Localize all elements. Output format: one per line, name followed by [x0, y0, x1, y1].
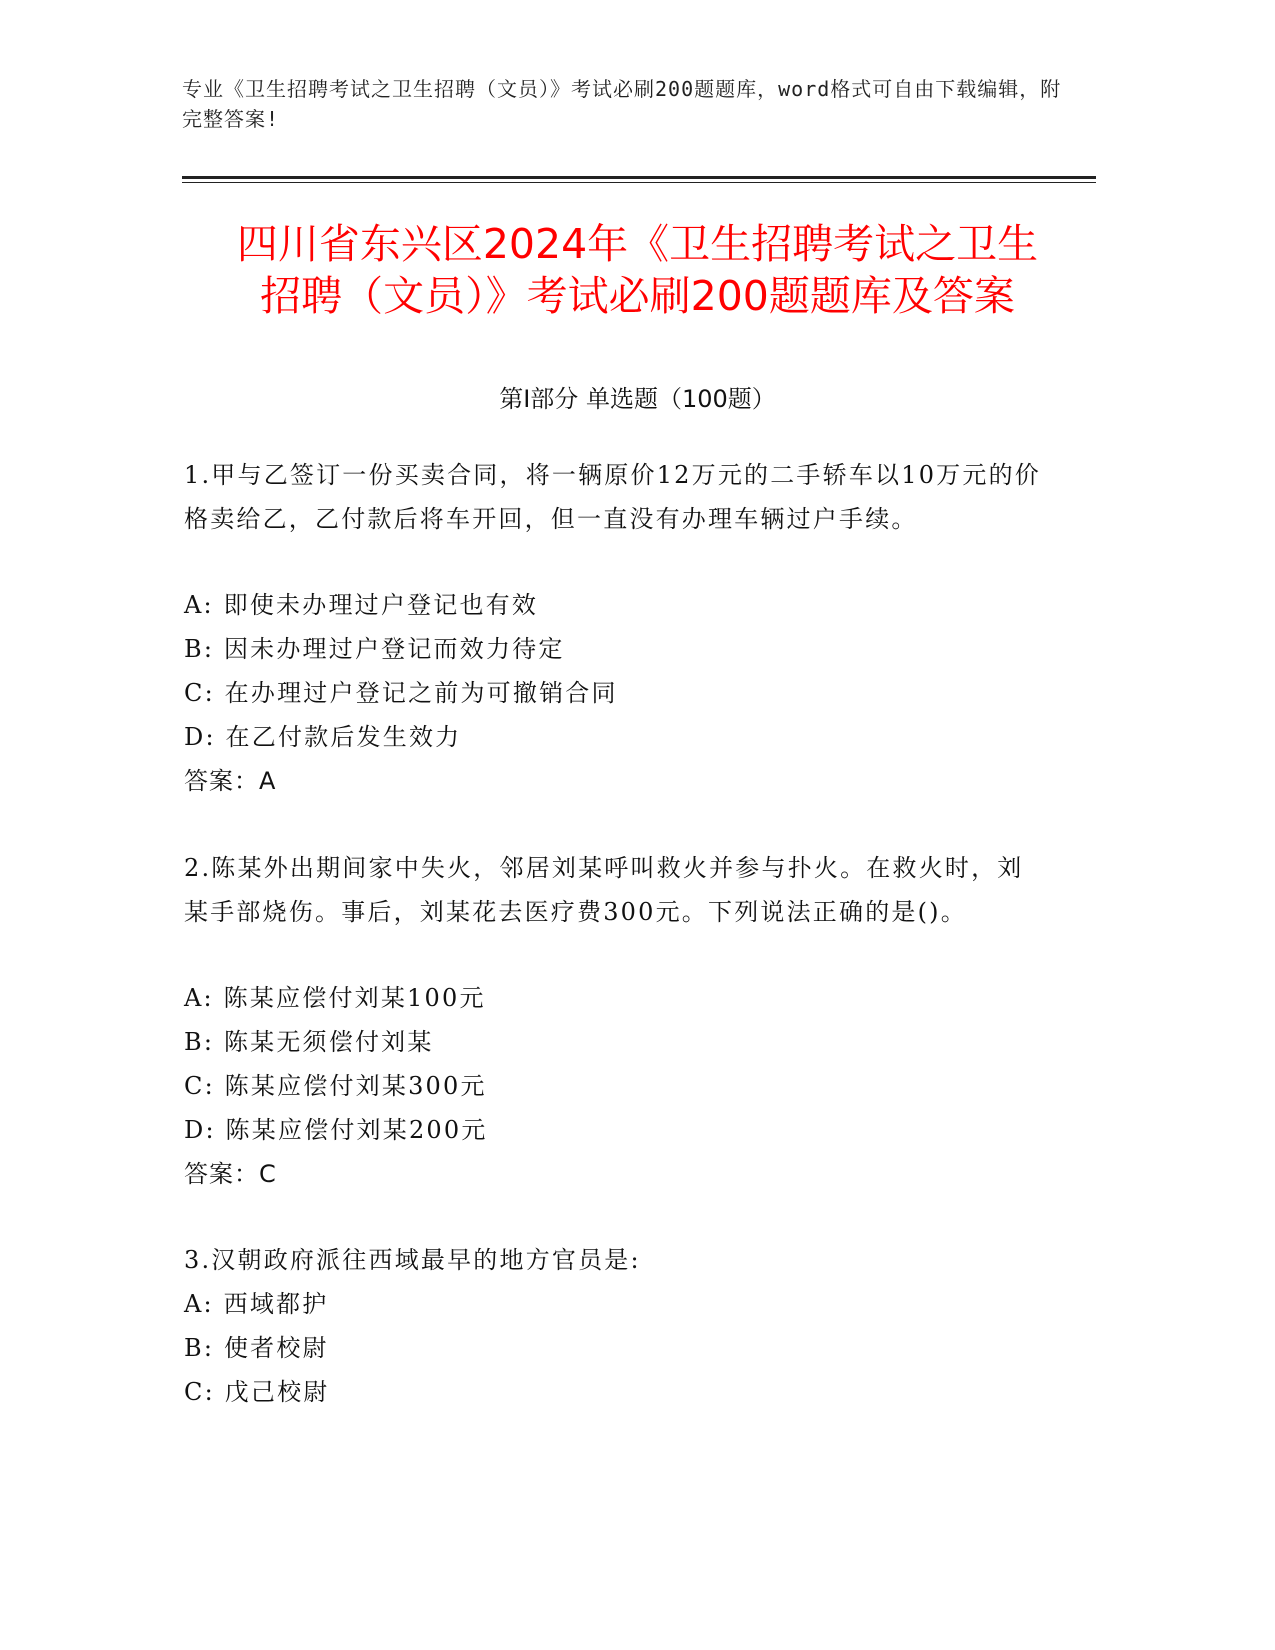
question-1-option-b: B: 因未办理过户登记而效力待定 [184, 635, 565, 663]
question-1-answer: 答案：A [184, 767, 277, 795]
document-title [150, 218, 1125, 322]
section-title: 第Ⅰ部分 单选题（100题） [499, 385, 776, 413]
question-2-option-c: C: 陈某应偿付刘某300元 [184, 1072, 487, 1100]
header-note: 专业《卫生招聘考试之卫生招聘（文员）》考试必刷200题题库，word格式可自由下载编辑，附完整答案! [182, 77, 1062, 131]
question-2-text: 2.陈某外出期间家中失火，邻居刘某呼叫救火并参与扑火。在救火时，刘某手部烧伤。事后，刘某花去医疗费300元。下列说法正确的是()。 [184, 854, 1024, 926]
question-2-option-a: A: 陈某应偿付刘某100元 [184, 984, 486, 1012]
question-1-option-c: C: 在办理过户登记之前为可撤销合同 [184, 679, 618, 707]
question-2-answer: 答案：C [184, 1160, 277, 1188]
question-1-option-a: A: 即使未办理过户登记也有效 [184, 591, 539, 619]
question-3-text: 3.汉朝政府派往西域最早的地方官员是: [184, 1246, 641, 1274]
question-1-text: 1.甲与乙签订一份买卖合同，将一辆原价12万元的二手轿车以10万元的价格卖给乙，乙付款后将车开回，但一直没有办理车辆过户手续。 [184, 461, 1041, 533]
question-3-option-b: B: 使者校尉 [184, 1334, 329, 1362]
question-3-option-a: A: 西域都护 [184, 1290, 329, 1318]
question-3-option-c: C: 戊己校尉 [184, 1378, 330, 1406]
question-2-option-d: D: 陈某应偿付刘某200元 [184, 1116, 488, 1144]
header-divider-thin [182, 182, 1096, 183]
document-title-line-2: 招聘（文员）》考试必刷200题题库及答案 [260, 272, 1015, 320]
question-1-option-d: D: 在乙付款后发生效力 [184, 723, 462, 751]
document-title-line-1: 四川省东兴区2024年《卫生招聘考试之卫生 [236, 220, 1039, 268]
header-divider-thick [182, 176, 1096, 179]
question-2-option-b: B: 陈某无须偿付刘某 [184, 1028, 434, 1056]
